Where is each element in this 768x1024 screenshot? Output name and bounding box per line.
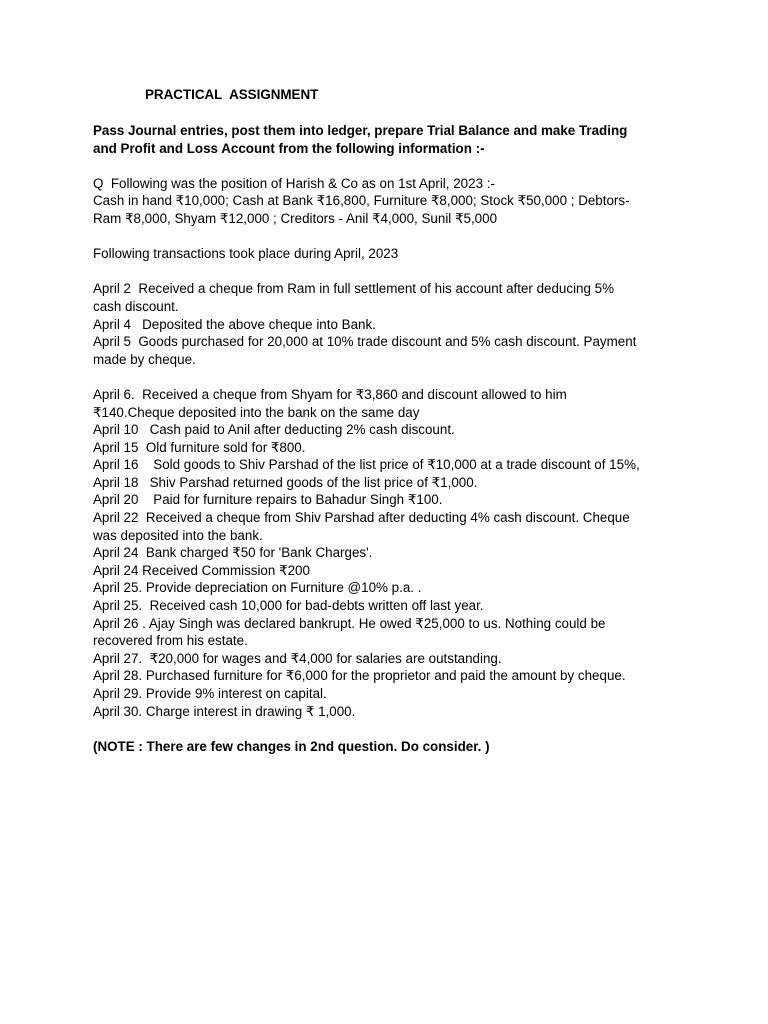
transaction-line: April 18 Shiv Parshad returned goods of the list price of ₹1,000. [93,474,478,490]
transaction-line: made by cheque. [93,351,196,367]
page-title: PRACTICAL ASSIGNMENT [145,87,319,102]
transaction-line: cash discount. [93,298,179,314]
transaction-line: April 25. Provide depreciation on Furniture @10% p.a. . [93,580,422,596]
transaction-line: ₹140.Cheque deposited into the bank on the same day [93,404,420,420]
transaction-line: April 22 Received a cheque from Shiv Parshad after deducting 4% cash discount. Cheque [93,510,630,526]
transaction-line: April 24 Received Commission ₹200 [93,562,310,578]
transaction-line: April 25. Received cash 10,000 for bad-debts written off last year. [93,598,484,614]
question-line: Cash in hand ₹10,000; Cash at Bank ₹16,800, Furniture ₹8,000; Stock ₹50,000 ; Debtors- [93,193,630,209]
document-body [93,122,678,755]
transaction-line: April 29. Provide 9% interest on capital. [93,686,327,701]
transaction-line: April 4 Deposited the above cheque into Bank. [93,316,376,332]
transaction-line: April 20 Paid for furniture repairs to Bahadur Singh ₹100. [93,492,443,508]
transaction-line: recovered from his estate. [93,633,248,649]
question-line: Q Following was the position of Harish & Co as on 1st April, 2023 :- [93,175,495,191]
transaction-line: April 30. Charge interest in drawing ₹ 1,000. [93,703,356,719]
spacer [93,368,678,386]
transaction-line: April 27. ₹20,000 for wages and ₹4,000 for salaries are outstanding. [93,650,502,666]
instruction-line: Pass Journal entries, post them into ledger, prepare Trial Balance and make Trading [93,123,628,138]
transaction-line: April 24 Bank charged ₹50 for 'Bank Charges'. [93,545,373,561]
question-line: Ram ₹8,000, Shyam ₹12,000 ; Creditors - Anil ₹4,000, Sunil ₹5,000 [93,210,498,226]
spacer [93,228,678,246]
instruction-line: and Profit and Loss Account from the following information :- [93,140,485,156]
transaction-line: April 6. Received a cheque from Shyam for ₹3,860 and discount allowed to him [93,386,567,402]
transaction-line: was deposited into the bank. [93,527,263,543]
transactions-block-2 [93,386,678,720]
transaction-line: April 16 Sold goods to Shiv Parshad of the list price of ₹10,000 at a trade discount of 15%, [93,457,640,473]
transaction-line: April 2 Received a cheque from Ram in full settlement of his account after deducing 5% [93,281,615,297]
spacer [93,720,678,738]
transaction-line: April 26 . Ajay Singh was declared bankrupt. He owed ₹25,000 to us. Nothing could be [93,615,606,631]
instructions [93,122,678,157]
transaction-line: April 5 Goods purchased for 20,000 at 10% trade discount and 5% cash discount. Payment [93,334,637,350]
spacer [93,263,678,281]
transaction-line: April 15 Old furniture sold for ₹800. [93,439,306,455]
transactions-intro: Following transactions took place during April, 2023 [93,246,399,262]
transaction-line: April 10 Cash paid to Anil after deducting 2% cash discount. [93,422,455,438]
spacer [93,157,678,175]
question [93,175,678,228]
transaction-line: April 28. Purchased furniture for ₹6,000 for the proprietor and paid the amount by cheque. [93,668,626,684]
note: (NOTE : There are few changes in 2nd question. Do consider. ) [93,738,490,754]
transactions-block-1 [93,280,678,368]
